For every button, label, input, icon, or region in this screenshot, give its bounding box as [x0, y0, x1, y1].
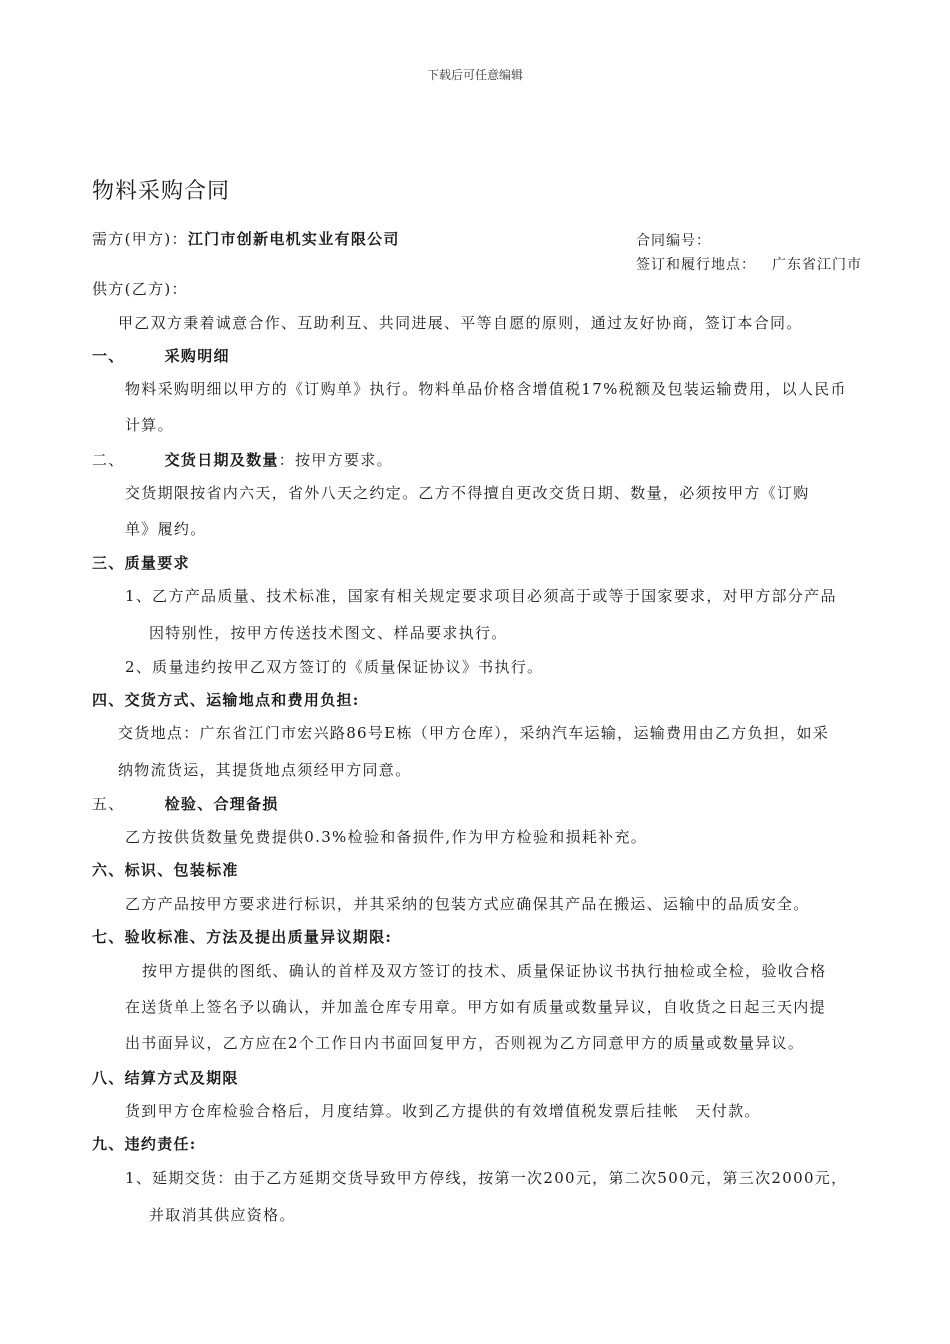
section-8-line: 货到甲方仓库检验合格后，月度结算。收到乙方提供的有效增值税发票后挂帐 天付款。 [125, 1102, 761, 1120]
section-8-heading: 八、结算方式及期限 [92, 1069, 239, 1087]
section-4-line: 纳物流货运，其提货地点须经甲方同意。 [118, 761, 412, 779]
section-7-line: 在送货单上签名予以确认，并加盖仓库专用章。甲方如有质量或数量异议，自收货之日起三天内提 [125, 998, 826, 1016]
section-6-line: 乙方产品按甲方要求进行标识，并其采纳的包装方式应确保其产品在搬运、运输中的品质安全。 [125, 895, 810, 913]
section-3-line: 因特别性，按甲方传送技术图文、样品要求执行。 [149, 624, 508, 642]
document-title: 物料采购合同 [92, 179, 231, 204]
sign-place-line [636, 254, 862, 274]
section-3-line: 1、乙方产品质量、技术标准，国家有相关规定要求项目必须高于或等于国家要求，对甲方部分产品 [125, 587, 837, 605]
buyer-label: 需方(甲方)： [92, 230, 188, 248]
section-3-line: 2、质量违约按甲乙双方签订的《质量保证协议》书执行。 [125, 658, 544, 676]
section-7-heading: 七、验收标准、方法及提出质量异议期限: [92, 928, 393, 946]
sign-place-value: 广东省江门市 [772, 257, 862, 273]
section-1-title: 采购明细 [164, 347, 230, 365]
section-5-line: 乙方按供货数量免费提供0.3%检验和备损件,作为甲方检验和损耗补充。 [125, 828, 648, 846]
section-2-heading [92, 449, 393, 470]
section-2-title: 交货日期及数量 [164, 451, 279, 469]
section-4-line: 交货地点：广东省江门市宏兴路86号E栋（甲方仓库），采纳汽车运输，运输费用由乙方负担，如采 [118, 724, 830, 742]
supplier-label: 供方(乙方)： [92, 280, 188, 298]
section-2-num: 二、 [92, 451, 125, 469]
section-2-line: 单》履约。 [125, 520, 207, 538]
section-9-heading: 九、违约责任: [92, 1135, 197, 1153]
section-1-num: 一、 [92, 347, 125, 365]
section-1-heading [92, 345, 230, 366]
section-5-title: 检验、合理备损 [164, 795, 279, 813]
section-7-line: 按甲方提供的图纸、确认的首样及双方签订的技术、质量保证协议书执行抽检或全检，验收合格 [142, 962, 827, 980]
section-7-line: 出书面异议，乙方应在2个工作日内书面回复甲方，否则视为乙方同意甲方的质量或数量异议。 [125, 1034, 805, 1052]
section-6-heading: 六、标识、包装标准 [92, 861, 239, 879]
header-note: 下载后可任意编辑 [426, 68, 523, 82]
section-2-line: 交货期限按省内六天，省外八天之约定。乙方不得擅自更改交货日期、数量，必须按甲方《订购 [125, 484, 810, 502]
sign-place-label: 签订和履行地点： [636, 257, 756, 273]
section-9-line: 1、延期交货：由于乙方延期交货导致甲方停线，按第一次200元，第二次500元，第三次2000元， [125, 1169, 848, 1187]
section-2-suffix: ：按甲方要求。 [278, 451, 393, 469]
intro-text: 甲乙双方秉着诚意合作、互助利互、共同进展、平等自愿的原则，通过友好协商，签订本合同。 [118, 314, 803, 332]
section-1-line: 物料采购明细以甲方的《订购单》执行。物料单品价格含增值税17%税额及包装运输费用，以人民币 [125, 380, 847, 398]
section-5-heading [92, 793, 279, 814]
contract-no-label: 合同编号： [636, 233, 711, 249]
section-5-num: 五、 [92, 795, 125, 813]
section-9-line: 并取消其供应资格。 [149, 1206, 296, 1224]
buyer-line [92, 228, 400, 249]
section-4-heading: 四、交货方式、运输地点和费用负担: [92, 691, 360, 709]
buyer-name: 江门市创新电机实业有限公司 [187, 230, 400, 248]
section-1-line: 计算。 [125, 416, 174, 434]
section-3-heading: 三、质量要求 [92, 554, 190, 572]
